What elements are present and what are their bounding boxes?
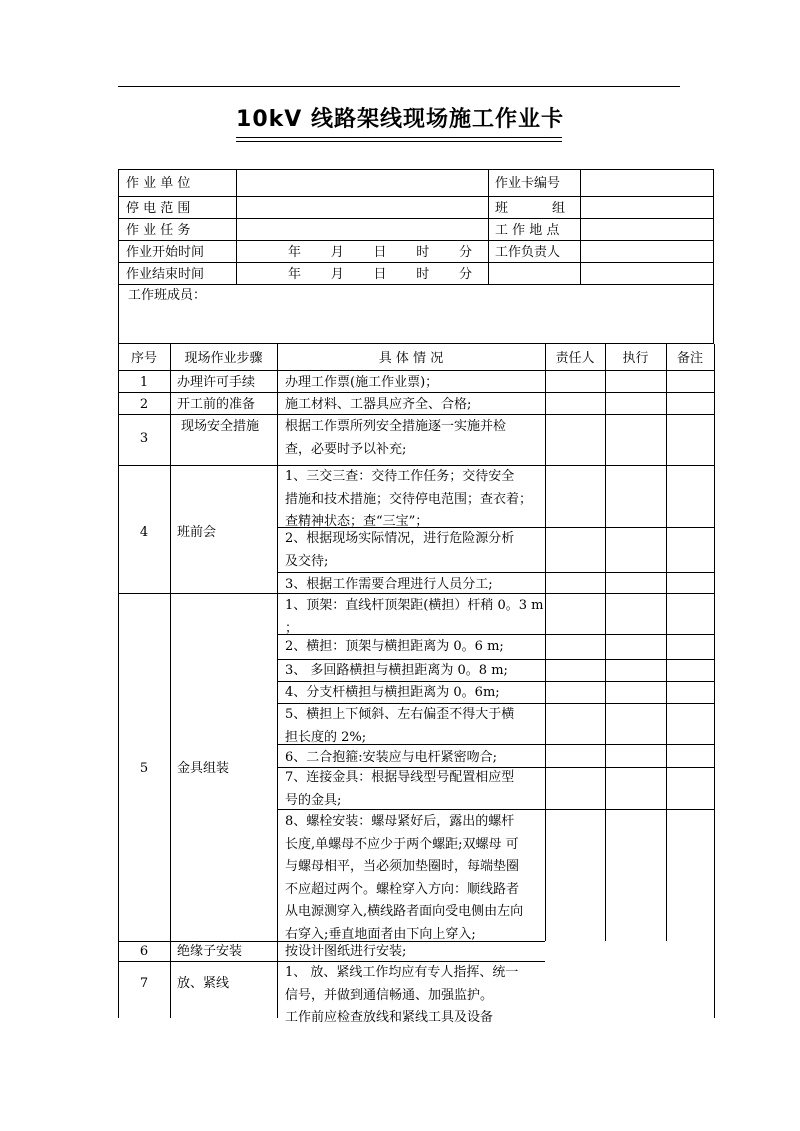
row-5-no: 5 xyxy=(139,761,149,776)
row-5-item-2: 2、横担：顶架与横担距离为 0。6 m; xyxy=(285,639,504,654)
row-4-item-2: 2、根据现场实际情况，进行危险源分析 及交待; xyxy=(285,531,515,569)
col-header-person: 责任人 xyxy=(555,351,595,366)
row-5-item-6: 6、二合抱箍:安装应与电杆紧密吻合; xyxy=(285,750,498,765)
row-1-step: 办理许可手续 xyxy=(177,375,256,390)
row-5-step: 金具组装 xyxy=(177,761,230,776)
header-rule xyxy=(118,86,680,87)
start-time-units xyxy=(288,244,472,261)
outage-label: 停 电 范 围 xyxy=(126,201,191,216)
unit-month: 月 xyxy=(330,267,344,282)
col-header-step: 现场作业步骤 xyxy=(184,351,263,366)
team-label-b: 组 xyxy=(552,201,566,216)
row-2-detail: 施工材料、工器具应齐全、合格; xyxy=(285,397,472,412)
row-3-no: 3 xyxy=(139,431,149,446)
unit-hour: 时 xyxy=(416,245,430,260)
row-6-detail: 按设计图纸进行安装; xyxy=(285,944,407,959)
end-time-units xyxy=(288,266,472,283)
row-6-step: 绝缘子安装 xyxy=(177,944,243,959)
row-4-step: 班前会 xyxy=(177,525,217,540)
row-3-step: 现场安全措施 xyxy=(181,419,260,434)
team-members-label: 工作班成员： xyxy=(128,288,207,303)
work-site-label: 工 作 地 点 xyxy=(495,223,560,238)
start-time-label: 作业开始时间 xyxy=(126,245,205,260)
row-1-detail: 办理工作票(施工作业票)； xyxy=(285,375,439,390)
row-7-step: 放、紧线 xyxy=(177,976,230,991)
card-number-label: 作业卡编号 xyxy=(495,176,561,191)
row-5-item-7: 7、连接金具：根据导线型号配置相应型 号的金具; xyxy=(285,770,515,808)
unit-day: 日 xyxy=(373,245,387,260)
row-5-item-1: 1、顶架：直线杆顶架距(横担）杆稍 0。3 m ； xyxy=(285,598,544,636)
row-7-detail: 1、 放、紧线工作均应有专人指挥、统一 信号，并做到通信畅通、加强监护。 工作前应检查放线和紧线工具及设备 xyxy=(285,965,519,1025)
row-3-detail: 根据工作票所列安全措施逐一实施并检 查，必要时予以补充; xyxy=(285,419,507,457)
col-header-no: 序号 xyxy=(130,351,157,366)
work-leader-label: 工作负责人 xyxy=(495,245,561,260)
unit-year: 年 xyxy=(288,267,302,282)
unit-day: 日 xyxy=(373,267,387,282)
row-5-item-8: 8、螺栓安装：螺母紧好后，露出的螺杆 长度,单螺母不应少于两个螺距;双螺母 可 与螺母相平，当必须加垫圈时，每端垫圈 不应超过两个。螺栓穿入方向：顺线路者 从电源测穿入,横线路者面向受电侧由左向 右穿入;垂直地面者由下向上穿入; xyxy=(285,814,524,942)
unit-hour: 时 xyxy=(416,267,430,282)
col-header-exec: 执行 xyxy=(622,351,649,366)
unit-year: 年 xyxy=(288,245,302,260)
row-4-item-3: 3、根据工作需要合理进行人员分工; xyxy=(285,577,493,592)
row-6-no: 6 xyxy=(139,944,149,959)
row-5-item-3: 3、 多回路横担与横担距离为 0。8 m; xyxy=(285,663,508,678)
end-time-label: 作业结束时间 xyxy=(126,267,205,282)
row-4-item-1: 1、三交三查：交待工作任务；交待安全 措施和技术措施；交待停电范围；查衣着； 查精神状态；查“三宝”； xyxy=(285,469,533,529)
unit-month: 月 xyxy=(330,245,344,260)
unit-label: 作 业 单 位 xyxy=(126,176,191,191)
row-5-item-4: 4、分支杆横担与横担距离为 0。6m; xyxy=(285,685,500,700)
row-2-step: 开工前的准备 xyxy=(177,397,256,412)
task-label: 作 业 任 务 xyxy=(126,223,191,238)
title-underline xyxy=(236,137,562,142)
row-7-no: 7 xyxy=(139,976,149,991)
team-label-a: 班 xyxy=(495,201,509,216)
page-title: 10kV 线路架线现场施工作业卡 xyxy=(236,107,564,132)
col-header-remark: 备注 xyxy=(676,351,703,366)
row-1-no: 1 xyxy=(139,375,149,390)
row-2-no: 2 xyxy=(139,397,149,412)
col-header-detail: 具 体 情 况 xyxy=(378,351,444,366)
row-4-no: 4 xyxy=(139,525,149,540)
unit-minute: 分 xyxy=(458,267,472,282)
unit-minute: 分 xyxy=(458,245,472,260)
row-5-item-5: 5、横担上下倾斜、左右偏歪不得大于横 担长度的 2%; xyxy=(285,707,515,745)
